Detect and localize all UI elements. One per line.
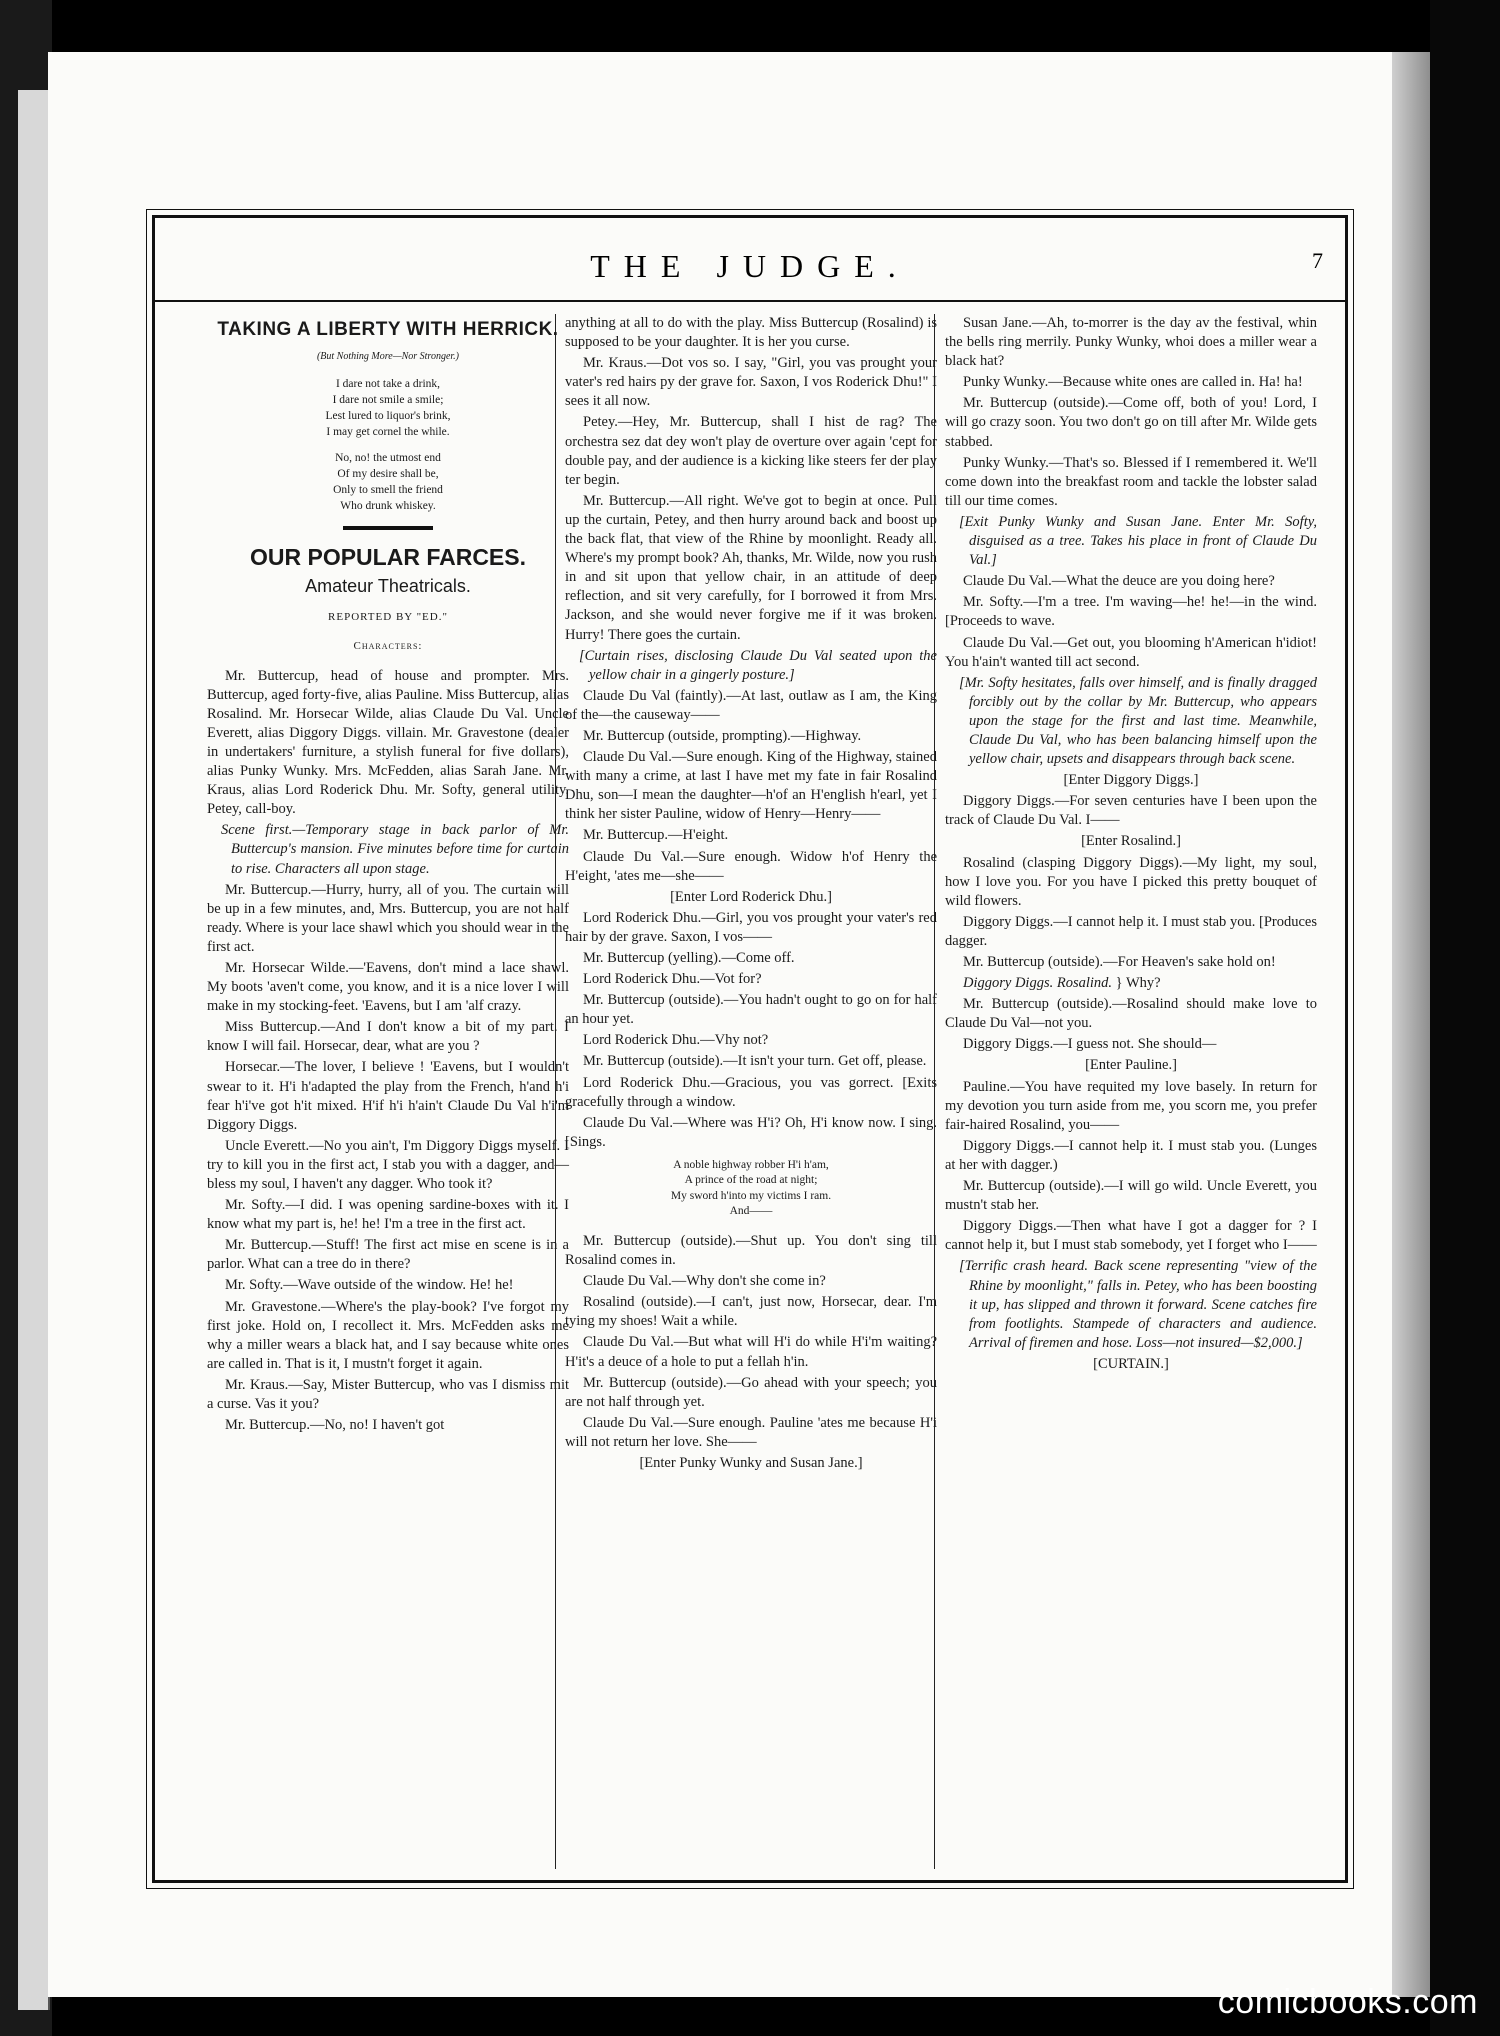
- dialogue-line: Horsecar.—The lover, I believe ! 'Eavens, but I wouldn't swear to it. H'i h'adapted the play from the French, h'and h'i fear h'i've got h'it mixed. H'if h'i h'ain't Claude Du Val h'i'm Diggory Diggs.: [207, 1059, 569, 1133]
- song-verse: [565, 1158, 937, 1220]
- dialogue-line: Claude Du Val.—Sure enough. King of the Highway, stained with many a crime, at last I have met my fate in fair Rosalind Dhu, son—I mean the daughter—h'of an H'english h'earl, yet I think her sister Pauline, widow of Henry—Henry——: [565, 749, 937, 823]
- stage-direction: [Mr. Softy hesitates, falls over himself, and is finally dragged forcibly out by the collar by Mr. Buttercup, who appears upon the stage for the first and last time. Meanwhile, Claude Du Val, who has been balancing himself upon the yellow chair, upsets and disappears through back scene.: [959, 674, 1317, 768]
- poem-line: Lest lured to liquor's brink,: [325, 410, 451, 423]
- dialogue-line: Mr. Buttercup (outside).—Shut up. You don't sing till Rosalind comes in.: [565, 1232, 937, 1269]
- poem-line: Of my desire shall be,: [337, 468, 439, 481]
- dialogue-line: Mr. Buttercup (outside).—For Heaven's sake hold on!: [963, 954, 1276, 970]
- stage-entrance: [Enter Rosalind.]: [1081, 833, 1181, 850]
- dialogue-line: Lord Roderick Dhu.—Girl, you vos prought your vater's red hair by der grave. Saxon, I vos——: [565, 909, 937, 945]
- binding-edge: [18, 90, 50, 2010]
- poem-stanza-2: [207, 450, 569, 514]
- column-1: [207, 314, 569, 1437]
- herrick-title: TAKING A LIBERTY WITH HERRICK.: [217, 319, 559, 340]
- curtain-line: [CURTAIN.]: [1093, 1355, 1169, 1372]
- dialogue-line: Mr. Buttercup.—No, no! I haven't got: [225, 1417, 445, 1434]
- dialogue-line: Mr. Buttercup (outside, prompting).—Highway.: [583, 727, 862, 744]
- dialogue-line: Pauline.—You have requited my love basely. In return for my devotion you turn aside from me, you scorn me, you prefer fair-haired Rosalind, you——: [945, 1078, 1317, 1133]
- dialogue-line: Miss Buttercup.—And I don't know a bit of my part. I know I will fail. Horsecar, dear, what are you ?: [207, 1019, 569, 1055]
- dialogue-line: Mr. Buttercup (yelling).—Come off.: [583, 950, 795, 966]
- dialogue-line: Lord Roderick Dhu.—Vot for?: [583, 971, 762, 988]
- dialogue-line: Punky Wunky.—Because white ones are called in. Ha! ha!: [963, 374, 1303, 391]
- dialogue-line: Claude Du Val.—But what will H'i do while H'i'm waiting? H'it's a deuce of a hole to put a fellah h'in.: [565, 1334, 937, 1370]
- characters-label: Characters:: [353, 640, 423, 653]
- dialogue-line: Susan Jane.—Ah, to-morrer is the day av the festival, whin the bells ring merrily. Punky Wunky, whoi does a miller wear a black hat?: [945, 315, 1317, 370]
- why-line: Diggory Diggs. Rosalind. } Why?: [963, 975, 1161, 992]
- dialogue-line: Claude Du Val.—Where was H'i? Oh, H'i know now. I sing. [Sings.: [565, 1114, 937, 1150]
- dialogue-line: Rosalind (outside).—I can't, just now, Horsecar, dear. I'm tying my shoes! Wait a while.: [565, 1294, 937, 1330]
- dialogue-line: Diggory Diggs.—I cannot help it. I must stab you. (Lunges at her with dagger.): [945, 1137, 1317, 1173]
- dialogue-line: Claude Du Val (faintly).—At last, outlaw as I am, the King of the—the causeway——: [565, 687, 937, 723]
- dialogue-line: Diggory Diggs.—Then what have I got a dagger for ? I cannot help it, but I must stab somebody, yet I forget who I——: [945, 1218, 1317, 1254]
- right-margin: [1430, 0, 1500, 2036]
- page-frame: [152, 215, 1348, 1883]
- stage-direction: [Curtain rises, disclosing Claude Du Val seated upon the yellow chair in a gingerly posture.]: [579, 647, 937, 683]
- dialogue-line: Mr. Softy.—I did. I was opening sardine-boxes with it. I know what my part is, he! he! I'm a tree in the first act.: [207, 1197, 569, 1233]
- dialogue-line: Mr. Buttercup (outside).—I will go wild. Uncle Everett, you mustn't stab her.: [945, 1178, 1317, 1214]
- dialogue-line: Mr. Gravestone.—Where's the play-book? I've forgot my first joke. Hold on, I recollect it. Mrs. McFedden asks me why a miller wears a black hat, and I say because white ones are called in. That is it, I mustn't forget it again.: [207, 1298, 569, 1372]
- stage-entrance: [Enter Diggory Diggs.]: [1063, 772, 1199, 789]
- song-line: My sword h'into my victims I ram.: [670, 1189, 832, 1202]
- song-line: And——: [729, 1205, 773, 1218]
- why-speakers: Diggory Diggs. Rosalind.: [963, 975, 1113, 992]
- dialogue-line: Rosalind (clasping Diggory Diggs).—My light, my soul, how I love you. For you have I picked this pretty bouquet of wild flowers.: [945, 854, 1317, 909]
- dialogue-line: Punky Wunky.—That's so. Blessed if I remembered it. We'll come down into the breakfast room and tackle the lobster salad till our time comes.: [945, 454, 1317, 509]
- song-line: A prince of the road at night;: [684, 1174, 818, 1187]
- dialogue-line: Lord Roderick Dhu.—Gracious, you vas gorrect. [Exits gracefully through a window.: [565, 1074, 937, 1110]
- poem-line: Who drunk whiskey.: [340, 500, 436, 513]
- dialogue-line: Mr. Kraus.—Say, Mister Buttercup, who vas I dismiss mit a curse. Vas it you?: [207, 1376, 569, 1413]
- song-line: A noble highway robber H'i h'am,: [673, 1158, 829, 1171]
- poem-line: I dare not take a drink,: [335, 378, 441, 391]
- dialogue-line: Mr. Buttercup (outside).—Rosalind should make love to Claude Du Val—not you.: [945, 996, 1317, 1032]
- characters-list: Mr. Buttercup, head of house and prompter. Mrs. Buttercup, aged forty-five, alias Pauline. Miss Buttercup, alias Rosalind. Mr. Horsecar Wilde, alias Claude Du Val. Uncle Everett, alias Diggory Diggs. villain. Mr. Gravestone (dealer in undertakers' furniture, a stylish funeral for five dollars), alias Punky Wunky. Mrs. McFedden, alias Sarah Jane. Mr. Kraus, alias Lord Roderick Dhu. Mr. Softy, general utility. Petey, call-boy.: [207, 667, 570, 818]
- section-divider: [343, 526, 433, 530]
- left-page-edge: [0, 0, 52, 2036]
- dialogue-line: Mr. Buttercup (outside).—Come off, both of you! Lord, I will go crazy soon. You two don't go on till after Mr. Wilde gets stabbed.: [945, 395, 1317, 450]
- masthead-title: THE JUDGE.: [590, 248, 910, 284]
- masthead: [155, 218, 1345, 302]
- dialogue-line: Diggory Diggs.—For seven centuries have I been upon the track of Claude Du Val. I——: [945, 793, 1317, 829]
- stage-entrance: [Enter Punky Wunky and Susan Jane.]: [639, 1454, 863, 1471]
- dialogue-line: Mr. Kraus.—Dot vos so. I say, "Girl, you vas prought your vater's red hairs py der grave for. Saxon, I vos Roderick Dhu!" I sees it all now.: [565, 355, 937, 410]
- dialogue-line: Uncle Everett.—No you ain't, I'm Diggory Diggs myself. I try to kill you in the first act, I stab you with a dagger, and—bless my soul, I haven't any dagger. Who took it?: [207, 1137, 569, 1192]
- column-3: [945, 314, 1317, 1376]
- dialogue-line: Petey.—Hey, Mr. Buttercup, shall I hist de rag? The orchestra sez dat dey won't play de overture over again 'cept for double pay, and der audience is a kicking like steers fer der play ter begin.: [565, 414, 937, 488]
- scene-direction: Scene first.—Temporary stage in back parlor of Mr. Buttercup's mansion. Five minutes before time for curtain to rise. Characters all upon stage.: [221, 822, 569, 877]
- stage-direction: [Terrific crash heard. Back scene representing "view of the Rhine by moonlight," falls in. Petey, who has been boosting it up, has slipped and thrown it forward. Scene catches fire from footlights. Stampede of characters and audience. Arrival of firemen and hose. Loss—not insured—$2,000.]: [959, 1258, 1317, 1351]
- dialogue-line: Mr. Softy.—Wave outside of the window. He! he!: [225, 1277, 514, 1294]
- dialogue-line: Claude Du Val.—Sure enough. Pauline 'ates me because H'i will not return her love. She——: [565, 1414, 937, 1450]
- dialogue-line: Claude Du Val.—Sure enough. Widow h'of Henry the H'eight, 'ates me—she——: [565, 848, 937, 884]
- herrick-subtitle: (But Nothing More—Nor Stronger.): [316, 351, 460, 363]
- farces-title: OUR POPULAR FARCES.: [249, 544, 527, 571]
- farces-byline: REPORTED BY "ED.": [328, 611, 448, 624]
- dialogue-line: Claude Du Val.—Why don't she come in?: [583, 1273, 826, 1290]
- dialogue-line: Claude Du Val.—What the deuce are you doing here?: [963, 573, 1275, 590]
- stage-direction: [Exit Punky Wunky and Susan Jane. Enter Mr. Softy, disguised as a tree. Takes his place in front of Claude Du Val.]: [959, 513, 1317, 569]
- page-right-shadow: [1392, 52, 1430, 1997]
- column-2: [565, 314, 937, 1475]
- poem-line: I may get cornel the while.: [326, 426, 450, 439]
- page-number: 7: [1312, 248, 1323, 273]
- watermark-text: comicbooks.com: [1217, 1983, 1478, 2021]
- dialogue-line: Mr. Buttercup.—Stuff! The first act mise en scene is in a parlor. What can a tree do in there?: [207, 1237, 569, 1273]
- dialogue-line: Claude Du Val.—Get out, you blooming h'American h'idiot! You h'ain't wanted till act second.: [945, 634, 1317, 670]
- dialogue-line: Mr. Buttercup.—Hurry, hurry, all of you. The curtain will be up in a few minutes, and, Mrs. Buttercup, you are not half ready. Where is your lace shawl which you should wear in the first act.: [207, 881, 569, 955]
- stage-entrance: [Enter Pauline.]: [1085, 1057, 1177, 1074]
- poem-line: I dare not smile a smile;: [332, 394, 444, 407]
- dialogue-line: Diggory Diggs.—I cannot help it. I must stab you. [Produces dagger.: [945, 913, 1317, 949]
- dialogue-line: Lord Roderick Dhu.—Vhy not?: [583, 1032, 769, 1049]
- dialogue-line: Mr. Buttercup.—H'eight.: [583, 827, 729, 844]
- poem-stanza-1: [207, 376, 569, 440]
- poem-line: No, no! the utmost end: [335, 452, 441, 465]
- dialogue-line: Mr. Buttercup.—All right. We've got to begin at once. Pull up the curtain, Petey, and then hurry around back and boost up the back flat, that view of the Rhine by moonlight. Ready all. Where's my prompt book? Ah, thanks, Mr. Wilde, now you rush in and sit upon that yellow chair, in an attitude of deep reflection, and sit very carefully, for I borrowed it from Mrs. Jackson, and she would never forgive me if it was broken. Hurry! There goes the curtain.: [565, 492, 937, 643]
- dialogue-line: Mr. Softy.—I'm a tree. I'm waving—he! he!—in the wind. [Proceeds to wave.: [945, 594, 1317, 630]
- dialogue-line: anything at all to do with the play. Miss Buttercup (Rosalind) is supposed to be your daughter. It is her you curse.: [565, 315, 937, 351]
- poem-line: Only to smell the friend: [333, 484, 443, 497]
- dialogue-line: Mr. Buttercup (outside).—You hadn't ought to go on for half an hour yet.: [565, 992, 937, 1028]
- stage-entrance: [Enter Lord Roderick Dhu.]: [670, 888, 832, 905]
- dialogue-line: Mr. Buttercup (outside).—Go ahead with your speech; you are not half through yet.: [565, 1374, 937, 1410]
- why-text: Why?: [1125, 975, 1161, 992]
- dialogue-line: Diggory Diggs.—I guess not. She should—: [963, 1036, 1217, 1053]
- dialogue-line: Mr. Buttercup (outside).—It isn't your turn. Get off, please.: [583, 1053, 927, 1070]
- farces-subtitle: Amateur Theatricals.: [305, 576, 471, 597]
- dialogue-line: Mr. Horsecar Wilde.—'Eavens, don't mind a lace shawl. My boots 'aven't come, you know, and it is a nice lover I will make in my stocking-feet. 'Eavens, but I am 'alf crazy.: [207, 959, 569, 1015]
